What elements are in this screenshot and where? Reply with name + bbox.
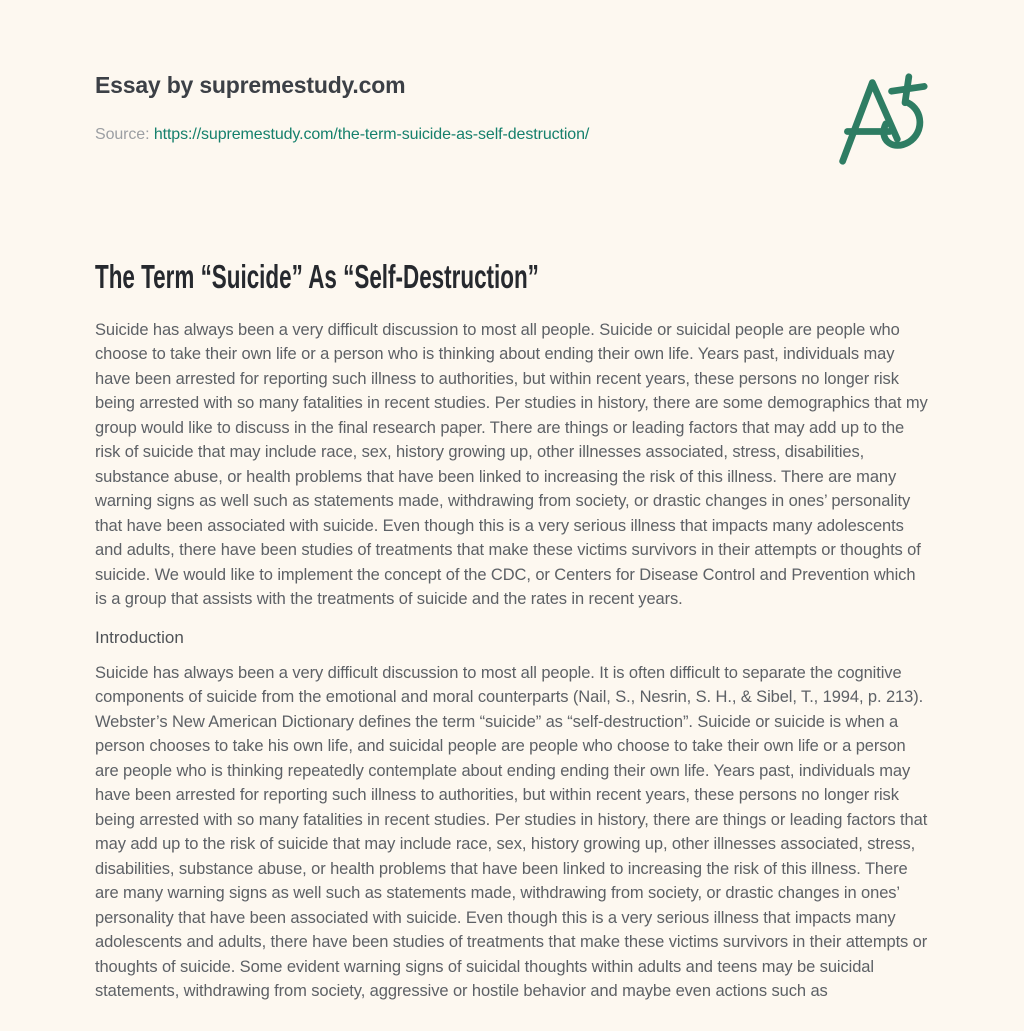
supremestudy-logo: [833, 72, 929, 168]
source-link[interactable]: https://supremestudy.com/the-term-suicide-as-self-destruction/: [153, 125, 590, 143]
header-text-block: [95, 72, 589, 144]
essay-abstract-paragraph: Suicide has always been a very difficult discussion to most all people. Suicide or suicidal people are people who choose to take their own life or a person who is thinking about ending their own life. Years past, individuals may have been arrested for reporting such illness to authorities, but within recent years, these persons no longer risk being arrested with so many fatalities in recent studies. Per studies in history, there are some demographics that my group would like to discuss in the final research paper. There are things or leading factors that may add up to the risk of suicide that may include race, sex, history growing up, other illnesses associated, stress, disabilities, substance abuse, or health problems that have been linked to increasing the risk of this illness. There are many warning signs as well such as statements made, withdrawing from society, or drastic changes in ones’ personality that have been associated with suicide. Even though this is a very serious illness that impacts many adolescents and adults, there have been studies of treatments that make these victims survivors in their attempts or thoughts of suicide. We would like to implement the concept of the CDC, or Centers for Disease Control and Prevention which is a group that assists with the treatments of suicide and the rates in recent years.: [95, 320, 928, 609]
page-header: [95, 0, 929, 168]
source-line: [95, 126, 589, 144]
essay-introduction-paragraph: Suicide has always been a very difficult discussion to most all people. It is often difficult to separate the cognitive components of suicide from the emotional and moral counterparts (Nail, S., Nesrin, S. H., & Sibel, T., 1994, p. 213). Webster’s New American Dictionary defines the term “suicide” as “self-destruction”. Suicide or suicide is when a person chooses to take his own life, and suicidal people are people who choose to take their own life or a person are people who is thinking repeatedly contemplate about ending ending their own life. Years past, individuals may have been arrested for reporting such illness to authorities, but within recent years, these persons no longer risk being arrested with so many fatalities in recent studies. Per studies in history, there are things or leading factors that may add up to the risk of suicide that may include race, sex, history growing up, other illnesses associated, stress, disabilities, substance abuse, or health problems that have been linked to increasing the risk of this illness. There are many warning signs as well such as statements made, withdrawing from society, or drastic changes in ones’ personality that have been associated with suicide. Even though this is a very serious illness that impacts many adolescents and adults, there have been studies of treatments that make these victims survivors in their attempts or thoughts of suicide. Some evident warning signs of suicidal thoughts within adults and teens may be suicidal statements, withdrawing from society, aggressive or hostile behavior and maybe even actions such as: [95, 663, 928, 1001]
essay-content: [95, 258, 929, 1004]
site-title: Essay by supremestudy.com: [95, 72, 406, 98]
a-plus-logo-icon: [833, 72, 929, 168]
essay-title: The Term “Suicide” As “Self-Destruction”: [95, 258, 539, 295]
section-heading-introduction: Introduction: [95, 627, 184, 647]
source-label: Source:: [95, 125, 150, 143]
